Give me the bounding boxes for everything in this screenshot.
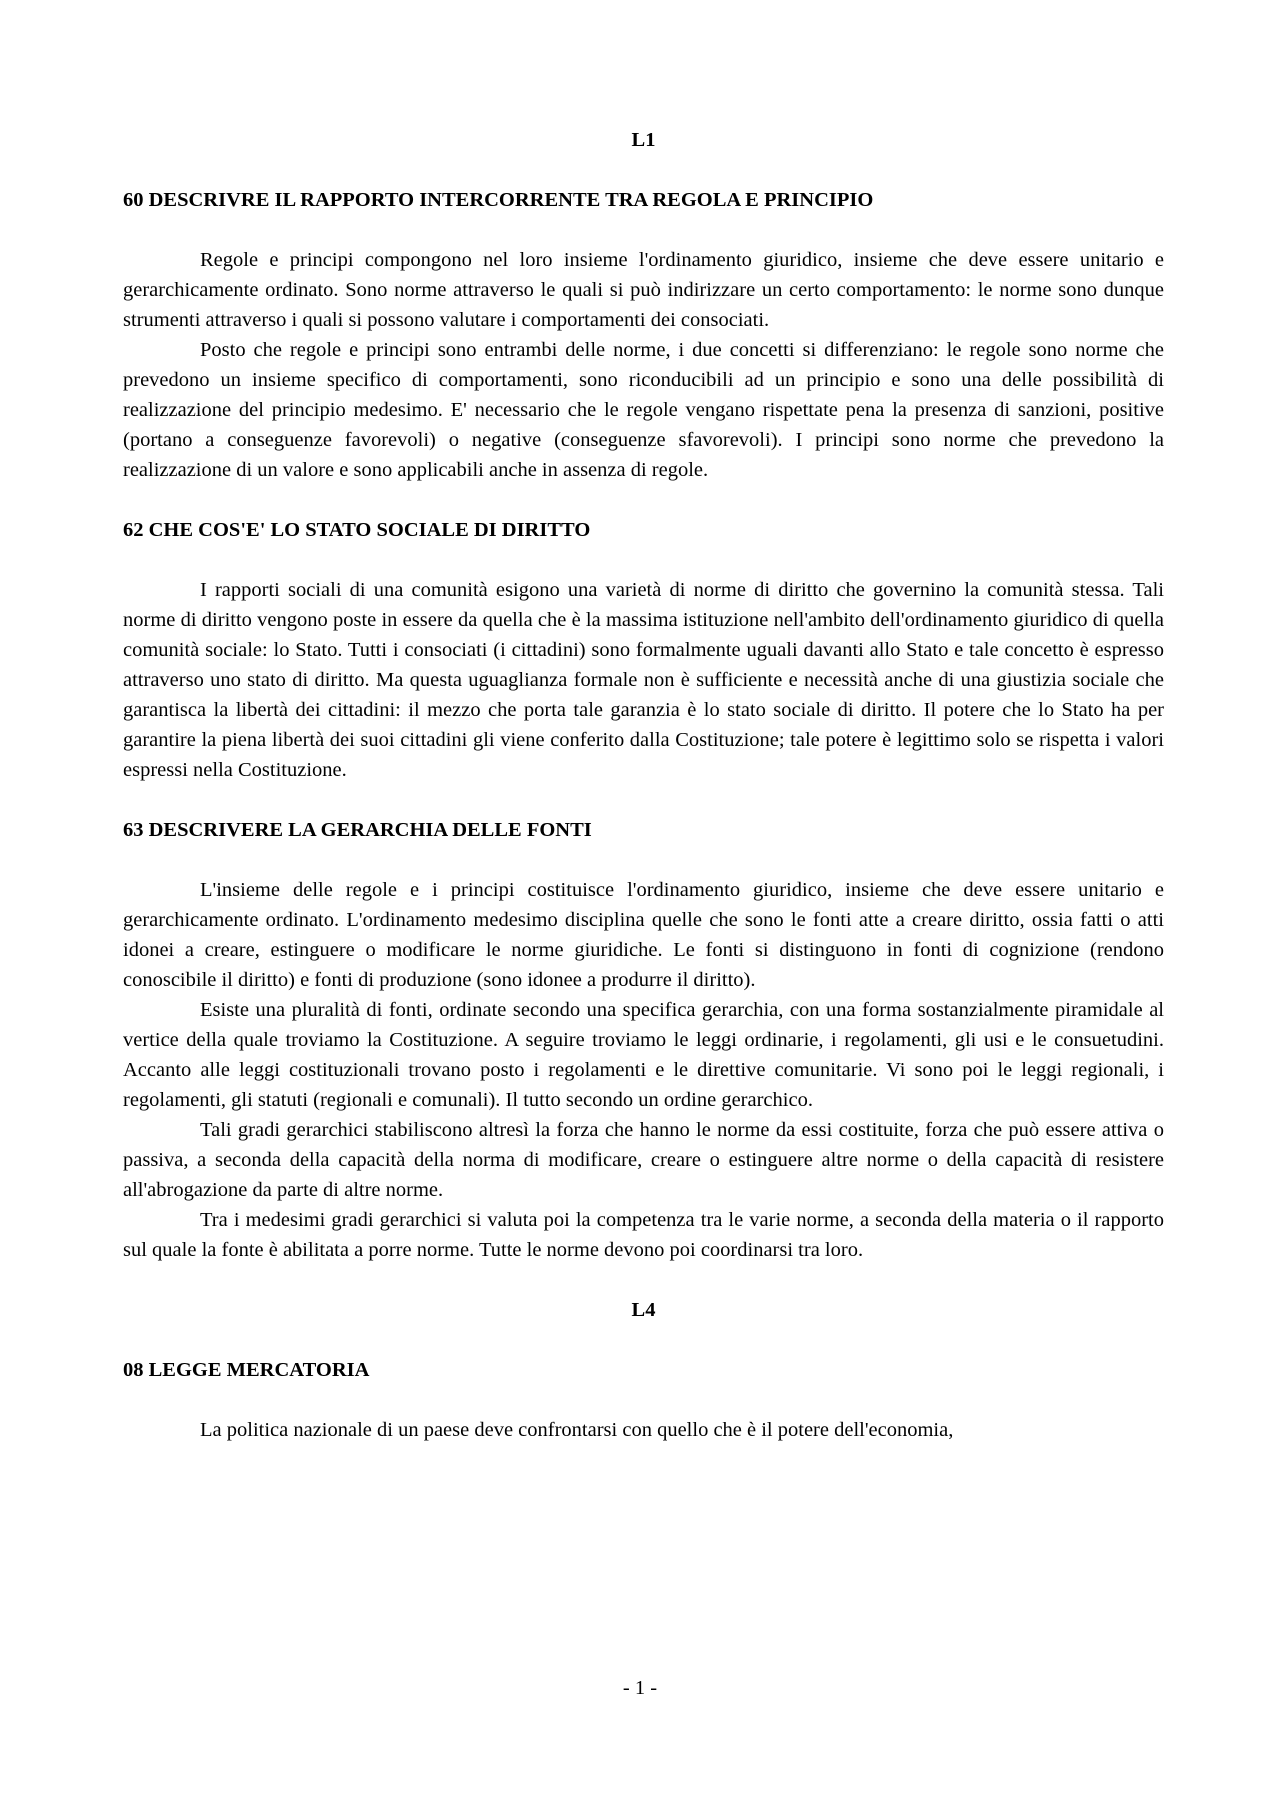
paragraph: I rapporti sociali di una comunità esigono una varietà di norme di diritto che governino la comunità stessa. Tali norme di diritto vengono poste in essere da quella che è la massima istituzione nell'ambito dell'ordinamento giuridico di quella comunità sociale: lo Stato. Tutti i consociati (i cittadini) sono formalmente uguali davanti allo Stato e tale concetto è espresso attraverso uno stato di diritto. Ma questa uguaglianza formale non è sufficiente e necessità anche di una giustizia sociale che garantisca la libertà dei cittadini: il mezzo che porta tale garanzia è lo stato sociale di diritto. Il potere che lo Stato ha per garantire la piena libertà dei suoi cittadini gli viene conferito dalla Costituzione; tale potere è legittimo solo se rispetta i valori espressi nella Costituzione.: [123, 579, 1164, 781]
document-page: [123, 125, 1164, 1445]
paragraph: Posto che regole e principi sono entrambi delle norme, i due concetti si differenziano: le regole sono norme che prevedono un insieme specifico di comportamenti, sono riconducibili ad un principio e sono una delle possibilità di realizzazione del principio medesimo. E' necessario che le regole vengano rispettate pena la presenza di sanzioni, positive (portano a conseguenze favorevoli) o negative (conseguenze sfavorevoli). I principi sono norme che prevedono la realizzazione di un valore e sono applicabili anche in assenza di regole.: [123, 339, 1164, 481]
paragraph: La politica nazionale di un paese deve confrontarsi con quello che è il potere dell'economia,: [200, 1419, 954, 1441]
section-label-l1: L1: [631, 129, 656, 151]
question-heading-60: 60 DESCRIVRE IL RAPPORTO INTERCORRENTE TRA REGOLA E PRINCIPIO: [123, 189, 874, 211]
paragraph: Regole e principi compongono nel loro insieme l'ordinamento giuridico, insieme che deve essere unitario e gerarchicamente ordinato. Sono norme attraverso le quali si può indirizzare un certo comportamento: le norme sono dunque strumenti attraverso i quali si possono valutare i comportamenti dei consociati.: [123, 249, 1164, 331]
paragraph: Tra i medesimi gradi gerarchici si valuta poi la competenza tra le varie norme, a seconda della materia o il rapporto sul quale la fonte è abilitata a porre norme. Tutte le norme devono poi coordinarsi tra loro.: [123, 1209, 1164, 1261]
question-heading-08: 08 LEGGE MERCATORIA: [123, 1359, 370, 1381]
question-heading-62: 62 CHE COS'E' LO STATO SOCIALE DI DIRITTO: [123, 519, 591, 541]
paragraph: L'insieme delle regole e i principi costituisce l'ordinamento giuridico, insieme che deve essere unitario e gerarchicamente ordinato. L'ordinamento medesimo disciplina quelle che sono le fonti atte a creare diritto, ossia fatti o atti idonei a creare, estinguere o modificare le norme giuridiche. Le fonti si distinguono in fonti di cognizione (rendono conoscibile il diritto) e fonti di produzione (sono idonee a produrre il diritto).: [123, 879, 1164, 991]
paragraph: Tali gradi gerarchici stabiliscono altresì la forza che hanno le norme da essi costituite, forza che può essere attiva o passiva, a seconda della capacità della norma di modificare, creare o estinguere altre norme o della capacità di resistere all'abrogazione da parte di altre norme.: [123, 1119, 1164, 1201]
question-heading-63: 63 DESCRIVERE LA GERARCHIA DELLE FONTI: [123, 819, 592, 841]
paragraph: Esiste una pluralità di fonti, ordinate secondo una specifica gerarchia, con una forma sostanzialmente piramidale al vertice della quale troviamo la Costituzione. A seguire troviamo le leggi ordinarie, i regolamenti, gli usi e le consuetudini. Accanto alle leggi costituzionali trovano posto i regolamenti e le direttive comunitarie. Vi sono poi le leggi regionali, i regolamenti, gli statuti (regionali e comunali). Il tutto secondo un ordine gerarchico.: [123, 999, 1164, 1111]
page-number: - 1 -: [622, 1677, 658, 1699]
section-label-l4: L4: [631, 1299, 656, 1321]
